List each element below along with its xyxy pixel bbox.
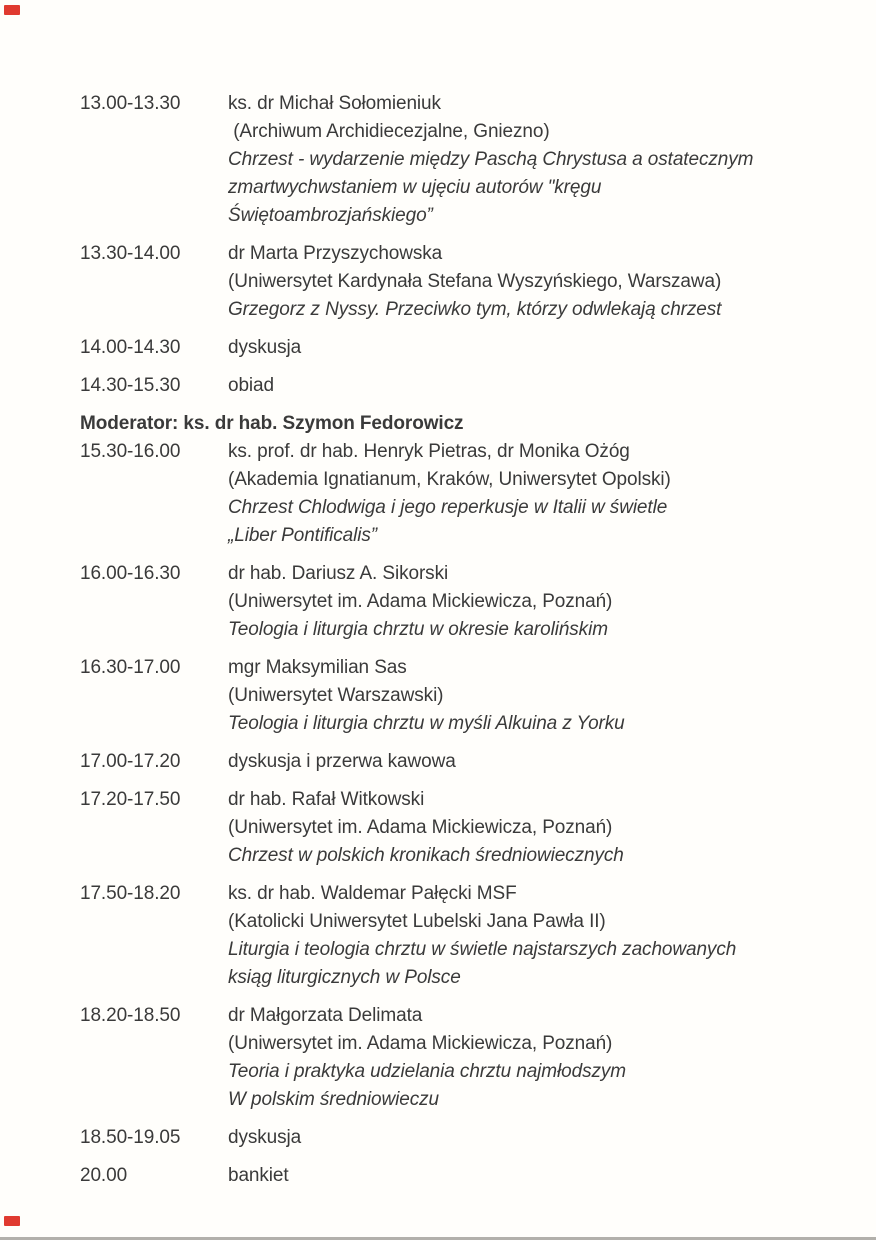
speaker-affiliation: (Akademia Ignatianum, Kraków, Uniwersytet Opolski) [228, 469, 671, 490]
session-time: 17.20-17.50 [80, 789, 181, 810]
session-time: 20.00 [80, 1165, 128, 1186]
session-time: 13.00-13.30 [80, 93, 181, 114]
speaker-affiliation: (Uniwersytet Kardynała Stefana Wyszyńskiego, Warszawa) [228, 271, 722, 292]
session-time: 14.00-14.30 [80, 337, 181, 358]
talk-title-line: Chrzest - wydarzenie między Paschą Chrystusa a ostatecznym [228, 149, 754, 170]
red-corner-mark-bottom-left [4, 1216, 20, 1226]
session-label: dyskusja i przerwa kawowa [228, 751, 456, 772]
session-time: 18.50-19.05 [80, 1127, 181, 1148]
session-label: bankiet [228, 1165, 289, 1186]
session-time: 16.30-17.00 [80, 657, 181, 678]
schedule-list [80, 90, 840, 1200]
talk-title-line: Teologia i liturgia chrztu w myśli Alkuina z Yorku [228, 713, 625, 734]
schedule-entry [80, 1124, 840, 1152]
talk-title-line: Chrzest w polskich kronikach średniowiecznych [228, 845, 624, 866]
schedule-entry [80, 438, 840, 550]
schedule-entry [80, 334, 840, 362]
session-time: 18.20-18.50 [80, 1005, 181, 1026]
session-details [228, 748, 840, 776]
talk-title-line: Chrzest Chlodwiga i jego reperkusje w Italii w świetle [228, 497, 668, 518]
session-time: 17.00-17.20 [80, 751, 181, 772]
session-time: 16.00-16.30 [80, 563, 181, 584]
schedule-entry [80, 90, 840, 230]
session-time: 15.30-16.00 [80, 441, 181, 462]
speaker-name: dr Małgorzata Delimata [228, 1005, 423, 1026]
session-time: 13.30-14.00 [80, 243, 181, 264]
session-label: obiad [228, 375, 274, 396]
speaker-name: dr hab. Rafał Witkowski [228, 789, 425, 810]
session-details [228, 560, 840, 644]
speaker-name: ks. dr hab. Waldemar Pałęcki MSF [228, 883, 517, 904]
talk-title-line: Świętoambrozjańskiego” [228, 205, 433, 226]
schedule-entry [80, 748, 840, 776]
speaker-affiliation: (Uniwersytet im. Adama Mickiewicza, Poznań) [228, 817, 613, 838]
session-label: dyskusja [228, 1127, 302, 1148]
talk-title-line: W polskim średniowieczu [228, 1089, 439, 1110]
schedule-entry [80, 654, 840, 738]
speaker-affiliation: (Katolicki Uniwersytet Lubelski Jana Pawła II) [228, 911, 606, 932]
speaker-name: mgr Maksymilian Sas [228, 657, 407, 678]
session-details [228, 90, 840, 230]
schedule-entry [80, 786, 840, 870]
speaker-name: dr Marta Przyszychowska [228, 243, 443, 264]
schedule-entry [80, 880, 840, 992]
schedule-entry [80, 372, 840, 400]
moderator-heading: Moderator: ks. dr hab. Szymon Fedorowicz [80, 413, 464, 434]
session-details [228, 438, 840, 550]
session-details [228, 654, 840, 738]
session-label: dyskusja [228, 337, 302, 358]
schedule-entry [80, 1002, 840, 1114]
speaker-name: dr hab. Dariusz A. Sikorski [228, 563, 449, 584]
session-details [228, 1124, 840, 1152]
talk-title-line: ksiąg liturgicznych w Polsce [228, 967, 461, 988]
schedule-entry [80, 240, 840, 324]
talk-title-line: Liturgia i teologia chrztu w świetle najstarszych zachowanych [228, 939, 737, 960]
session-details [228, 786, 840, 870]
session-details [228, 880, 840, 992]
talk-title-line: Teoria i praktyka udzielania chrztu najmłodszym [228, 1061, 627, 1082]
speaker-affiliation: (Archiwum Archidiecezjalne, Gniezno) [228, 121, 550, 142]
talk-title-line: „Liber Pontificalis” [228, 525, 377, 546]
session-details [228, 372, 840, 400]
session-details [228, 334, 840, 362]
speaker-affiliation: (Uniwersytet im. Adama Mickiewicza, Poznań) [228, 591, 613, 612]
speaker-affiliation: (Uniwersytet Warszawski) [228, 685, 444, 706]
red-corner-mark-top-left [4, 5, 20, 15]
session-details [228, 1162, 840, 1190]
session-details [228, 1002, 840, 1114]
talk-title-line: Grzegorz z Nyssy. Przeciwko tym, którzy odwlekają chrzest [228, 299, 722, 320]
schedule-entry [80, 1162, 840, 1190]
schedule-entry [80, 560, 840, 644]
session-time: 17.50-18.20 [80, 883, 181, 904]
session-time: 14.30-15.30 [80, 375, 181, 396]
speaker-name: ks. dr Michał Sołomieniuk [228, 93, 441, 114]
talk-title-line: Teologia i liturgia chrztu w okresie karolińskim [228, 619, 608, 640]
speaker-name: ks. prof. dr hab. Henryk Pietras, dr Monika Ożóg [228, 441, 630, 462]
speaker-affiliation: (Uniwersytet im. Adama Mickiewicza, Poznań) [228, 1033, 613, 1054]
session-details [228, 240, 840, 324]
talk-title-line: zmartwychwstaniem w ujęciu autorów "kręgu [228, 177, 602, 198]
